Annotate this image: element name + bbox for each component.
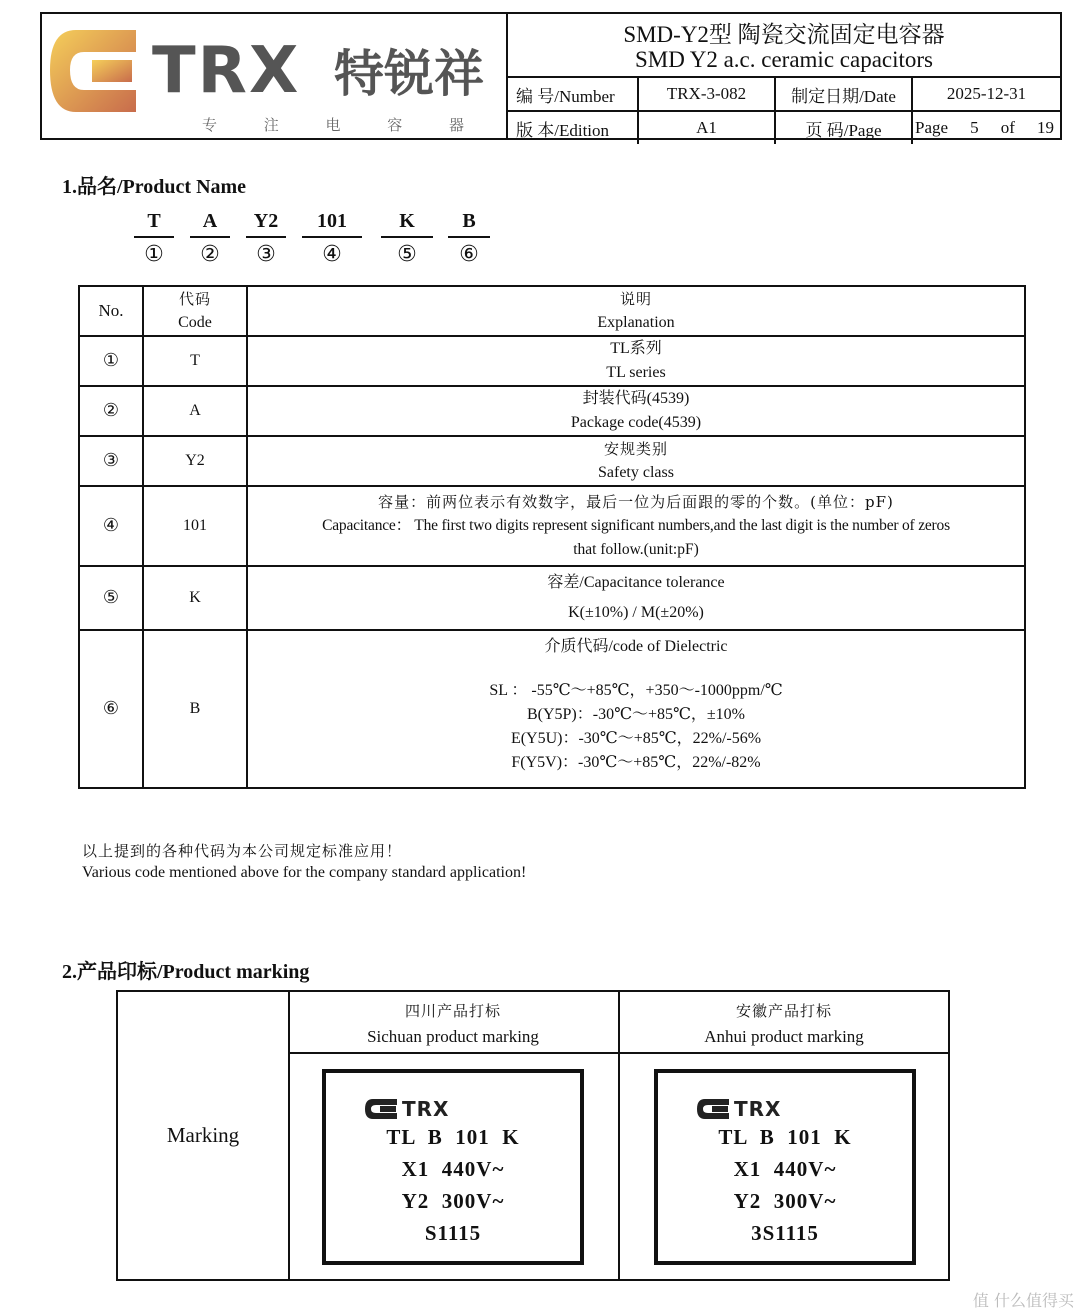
code-token-letter: Y2	[246, 210, 286, 238]
document-info	[508, 14, 1060, 138]
trx-logo-icon	[364, 1098, 398, 1120]
slogan-char: 专	[202, 116, 218, 134]
explanation-line: 介质代码/code of Dielectric	[544, 638, 728, 655]
page-total: 19	[1037, 118, 1054, 137]
edition-label: 版 本/Edition	[508, 112, 639, 144]
document-header	[40, 12, 1062, 140]
code-token-number: ④	[322, 242, 342, 267]
plate-line: X1 440V~	[401, 1157, 505, 1181]
plate-line: Y2 300V~	[733, 1189, 837, 1213]
table-row	[79, 336, 1025, 386]
code-token-number: ⑥	[459, 242, 479, 267]
header-code-cn: 代码	[178, 290, 211, 308]
company-name-cn: 特锐祥	[334, 45, 484, 103]
page-label: 页 码/Page	[776, 112, 913, 144]
explanation-line: 封装代码(4539)	[582, 390, 690, 407]
row-explanation	[247, 386, 1025, 436]
explanation-line: 容量：前两位表示有效数字，最后一位为后面跟的零的个数。(单位：pF)	[378, 493, 894, 511]
row-code: T	[143, 336, 247, 386]
header-code	[143, 286, 247, 336]
col-header-en: Sichuan product marking	[367, 1027, 539, 1046]
explanation-line: SL ： -55℃～+85℃，+350～-1000ppm/℃	[489, 682, 783, 699]
company-slogan	[202, 114, 464, 135]
row-no: ③	[79, 436, 143, 486]
row-explanation	[247, 630, 1025, 788]
row-code: A	[143, 386, 247, 436]
explanation-line: F(Y5V)：-30℃～+85℃，22%/-82%	[511, 754, 761, 771]
row-no: ⑤	[79, 566, 143, 630]
col-header-cn: 安徽产品打标	[735, 1002, 832, 1020]
table-row	[79, 566, 1025, 630]
plate-logo	[364, 1097, 449, 1121]
edition-value: A1	[639, 112, 776, 144]
code-token-number: ③	[256, 242, 276, 267]
header-explanation-en: Explanation	[597, 314, 675, 331]
page-value	[913, 112, 1060, 144]
code-token	[190, 210, 230, 267]
meta-row	[508, 110, 1060, 144]
explanation-line: Capacitance： The first two digits represent significant numbers,and the last digit is the number of zeros	[322, 517, 950, 534]
explanation-line: 安规类别	[603, 440, 668, 458]
explanation-line: that follow.(unit:pF)	[573, 541, 699, 558]
marking-col-sichuan-header	[288, 992, 620, 1054]
code-token-number: ①	[144, 242, 164, 267]
table-header-row	[79, 286, 1025, 336]
marking-cell-sichuan	[288, 1054, 620, 1279]
section-title-product-marking: 2.产品印标/Product marking	[62, 961, 310, 983]
row-code: Y2	[143, 436, 247, 486]
code-token	[246, 210, 286, 267]
plate-line: TL B 101 K	[718, 1125, 852, 1149]
plate-line: Y2 300V~	[401, 1189, 505, 1213]
header-explanation-cn: 说明	[619, 290, 652, 308]
header-code-en: Code	[178, 314, 212, 331]
plate-logo-text: TRX	[734, 1097, 782, 1121]
note-cn: 以上提到的各种代码为本公司规定标准应用！	[82, 842, 403, 860]
code-token	[134, 210, 174, 267]
slogan-char: 注	[263, 116, 279, 134]
col-header-cn: 四川产品打标	[404, 1002, 501, 1020]
row-explanation	[247, 436, 1025, 486]
table-row	[79, 386, 1025, 436]
document-title-cn: SMD-Y2型 陶瓷交流固定电容器	[623, 22, 945, 47]
header-no: No.	[79, 286, 143, 336]
meta-row	[508, 78, 1060, 110]
plate-line: 3S1115	[751, 1221, 819, 1245]
page-of: of	[1000, 118, 1015, 137]
row-no: ⑥	[79, 630, 143, 788]
row-code: K	[143, 566, 247, 630]
product-name-table	[78, 285, 1026, 789]
code-token	[381, 210, 433, 267]
plate-logo	[696, 1097, 781, 1121]
code-token-letter: 101	[302, 210, 362, 238]
page-number: 5	[970, 118, 979, 137]
row-no: ①	[79, 336, 143, 386]
number-value: TRX-3-082	[639, 78, 776, 110]
explanation-line: E(Y5U)：-30℃～+85℃，22%/-56%	[510, 730, 762, 747]
note-en: Various code mentioned above for the company standard application!	[82, 864, 527, 881]
row-explanation	[247, 566, 1025, 630]
document-title-en: SMD Y2 a.c. ceramic capacitors	[634, 47, 934, 72]
code-token-letter: T	[134, 210, 174, 238]
explanation-line: Safety class	[598, 464, 674, 481]
marking-row-label: Marking	[118, 992, 290, 1279]
code-token-letter: A	[190, 210, 230, 238]
slogan-char: 容	[387, 116, 403, 134]
explanation-line: 容差/Capacitance tolerance	[547, 574, 725, 591]
explanation-line: B(Y5P)：-30℃～+85℃，±10%	[526, 706, 746, 723]
code-token-letter: B	[448, 210, 490, 238]
company-logo-text: TRX	[152, 34, 301, 108]
header-explanation	[247, 286, 1025, 336]
code-token-number: ②	[200, 242, 220, 267]
company-logo-area	[42, 14, 508, 138]
table-row	[79, 630, 1025, 788]
marking-table	[116, 990, 950, 1281]
marking-plate	[322, 1069, 584, 1265]
number-label: 编 号/Number	[508, 78, 639, 110]
table-row	[79, 486, 1025, 566]
explanation-line: Package code(4539)	[570, 414, 702, 431]
code-token-number: ⑤	[397, 242, 417, 267]
code-token	[448, 210, 490, 267]
row-no: ②	[79, 386, 143, 436]
plate-line: X1 440V~	[733, 1157, 837, 1181]
code-token-letter: K	[381, 210, 433, 238]
plate-logo-text: TRX	[402, 1097, 450, 1121]
trx-logo-icon	[696, 1098, 730, 1120]
explanation-line: K(±10%) / M(±20%)	[568, 604, 704, 621]
marking-cell-anhui	[620, 1054, 948, 1279]
date-label: 制定日期/Date	[776, 78, 913, 110]
date-value: 2025-12-31	[946, 84, 1027, 103]
col-header-en: Anhui product marking	[704, 1027, 864, 1046]
page-word: Page	[915, 118, 949, 137]
company-logo-icon	[48, 24, 140, 116]
row-code: B	[143, 630, 247, 788]
row-code: 101	[143, 486, 247, 566]
slogan-char: 电	[325, 116, 341, 134]
plate-line: TL B 101 K	[386, 1125, 520, 1149]
explanation-line: TL series	[606, 364, 666, 381]
section-title-product-name: 1.品名/Product Name	[62, 176, 247, 198]
code-token	[302, 210, 362, 267]
row-no: ④	[79, 486, 143, 566]
marking-col-anhui-header	[620, 992, 948, 1054]
site-watermark: 值 什么值得买	[972, 1291, 1074, 1310]
plate-line: S1115	[424, 1221, 482, 1245]
meta-grid	[508, 76, 1060, 138]
marking-plate	[654, 1069, 916, 1265]
row-explanation	[247, 336, 1025, 386]
slogan-char: 器	[448, 116, 464, 134]
explanation-line: TL系列	[610, 340, 662, 357]
table-row	[79, 436, 1025, 486]
row-explanation	[247, 486, 1025, 566]
